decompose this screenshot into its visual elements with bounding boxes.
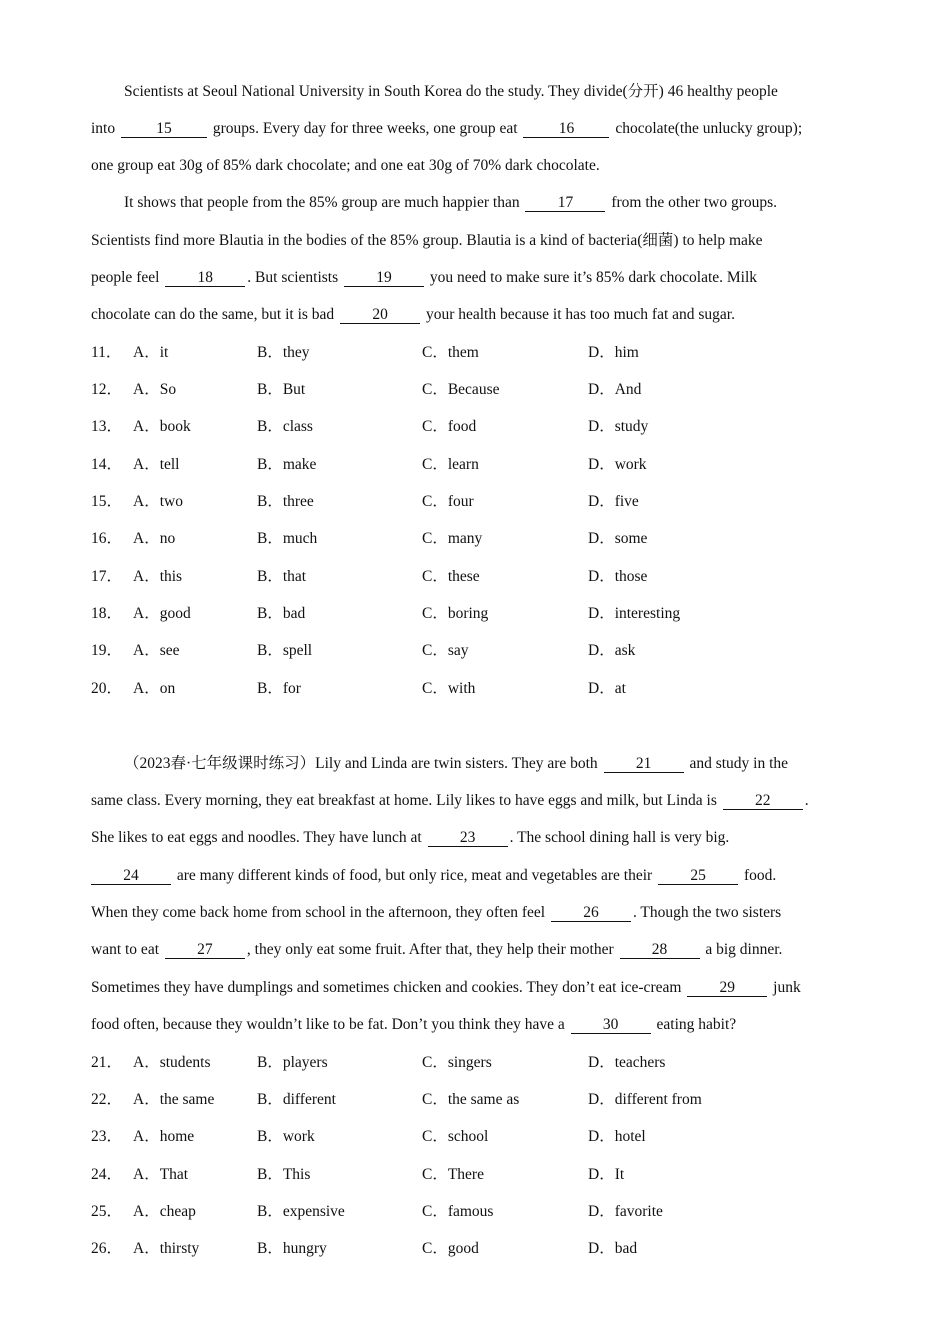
option-c: C．them [422, 344, 479, 361]
option-c: C．There [422, 1166, 484, 1183]
question-number: 13． [91, 418, 123, 435]
option-a: A．no [133, 530, 176, 547]
text: people feel [91, 269, 164, 286]
question-row [91, 1053, 871, 1073]
passage1-line4 [124, 193, 904, 213]
question-row [91, 1127, 871, 1147]
option-a: A．good [133, 605, 191, 622]
passage1-line6 [91, 268, 871, 288]
option-c: C．singers [422, 1054, 492, 1071]
option-b: B．But [257, 381, 306, 398]
option-c: C．Because [422, 381, 500, 398]
text: same class. Every morning, they eat breakfast at home. Lily likes to have eggs and milk, but Linda is [91, 792, 721, 809]
option-c: C．boring [422, 605, 489, 622]
question-number: 19． [91, 642, 123, 659]
text: eating habit? [652, 1016, 737, 1033]
option-b: B．that [257, 568, 307, 585]
option-c: C．school [422, 1128, 489, 1145]
option-d: D．different from [588, 1091, 702, 1108]
blank-22: 22 [723, 792, 803, 810]
question-row [91, 380, 871, 400]
option-d: D．It [588, 1166, 625, 1183]
option-a: A．two [133, 493, 183, 510]
text: chocolate(the unlucky group); [611, 120, 803, 137]
question-number: 23． [91, 1128, 123, 1145]
question-number: 20． [91, 680, 123, 697]
text: . Though the two sisters [632, 904, 782, 921]
text: from the other two groups. [607, 194, 778, 211]
question-row [91, 1165, 871, 1185]
option-b: B．they [257, 344, 310, 361]
blank-18: 18 [165, 269, 245, 287]
option-d: D．bad [588, 1240, 638, 1257]
question-row [91, 343, 871, 363]
text: your health because it has too much fat and sugar. [422, 306, 735, 323]
question-number: 26． [91, 1240, 123, 1257]
option-d: D．him [588, 344, 639, 361]
option-b: B．three [257, 493, 314, 510]
blank-24: 24 [91, 867, 171, 885]
option-a: A．this [133, 568, 183, 585]
option-c: C．with [422, 680, 476, 697]
option-d: D．some [588, 530, 648, 547]
passage1-line5 [91, 231, 871, 251]
text: Scientists at Seoul National University in South Korea do the study. They divide(分开) 46 healthy people [124, 83, 778, 100]
option-a: A．it [133, 344, 169, 361]
option-c: C．four [422, 493, 474, 510]
blank-30: 30 [571, 1016, 651, 1034]
option-d: D．favorite [588, 1203, 663, 1220]
text: and study in the [685, 755, 789, 772]
option-d: D．hotel [588, 1128, 646, 1145]
option-a: A．tell [133, 456, 180, 473]
blank-28: 28 [620, 941, 700, 959]
text: （2023春·七年级课时练习）Lily and Linda are twin sisters. They are both [124, 755, 602, 772]
option-d: D．ask [588, 642, 636, 659]
text: are many different kinds of food, but only rice, meat and vegetables are their [173, 867, 657, 884]
text: one group eat 30g of 85% dark chocolate; and one eat 30g of 70% dark chocolate. [91, 157, 600, 174]
passage1-line3 [91, 156, 871, 176]
question-row [91, 1239, 871, 1259]
question-row [91, 641, 871, 661]
option-c: C．famous [422, 1203, 494, 1220]
option-d: D．five [588, 493, 639, 510]
option-c: C．good [422, 1240, 479, 1257]
option-a: A．thirsty [133, 1240, 200, 1257]
passage2-line2 [91, 791, 871, 811]
option-d: D．interesting [588, 605, 681, 622]
text: , they only eat some fruit. After that, they help their mother [246, 941, 618, 958]
question-number: 14． [91, 456, 123, 473]
text: food often, because they wouldn’t like to be fat. Don’t you think they have a [91, 1016, 569, 1033]
option-d: D．at [588, 680, 626, 697]
text: junk [769, 979, 801, 996]
blank-21: 21 [604, 755, 684, 773]
question-row [91, 417, 871, 437]
text: Scientists find more Blautia in the bodies of the 85% group. Blautia is a kind of bacteria(细菌) to help make [91, 232, 763, 249]
passage2-line6 [91, 940, 871, 960]
text: . The school dining hall is very big. [509, 829, 730, 846]
passage2-line7 [91, 978, 871, 998]
blank-19: 19 [344, 269, 424, 287]
text: want to eat [91, 941, 163, 958]
option-c: C．learn [422, 456, 479, 473]
passage2-line8 [91, 1015, 871, 1035]
passage2-line3 [91, 828, 871, 848]
option-a: A．book [133, 418, 191, 435]
blank-29: 29 [687, 979, 767, 997]
blank-26: 26 [551, 904, 631, 922]
option-a: A．on [133, 680, 176, 697]
passage2-line1 [124, 754, 904, 774]
option-b: B．players [257, 1054, 328, 1071]
question-number: 18． [91, 605, 123, 622]
question-number: 12． [91, 381, 123, 398]
passage1-line7 [91, 305, 871, 325]
option-c: C．the same as [422, 1091, 520, 1108]
option-b: B．class [257, 418, 313, 435]
option-b: B．This [257, 1166, 311, 1183]
text: a big dinner. [701, 941, 783, 958]
blank-23: 23 [428, 829, 508, 847]
option-a: A．see [133, 642, 180, 659]
option-a: A．students [133, 1054, 211, 1071]
option-b: B．hungry [257, 1240, 327, 1257]
blank-20: 20 [340, 306, 420, 324]
blank-25: 25 [658, 867, 738, 885]
question-row [91, 567, 871, 587]
question-row [91, 529, 871, 549]
option-d: D．teachers [588, 1054, 666, 1071]
text: into [91, 120, 119, 137]
passage1-line2 [91, 119, 871, 139]
option-b: B．spell [257, 642, 313, 659]
question-row [91, 1090, 871, 1110]
question-row [91, 492, 871, 512]
option-d: D．And [588, 381, 642, 398]
text: chocolate can do the same, but it is bad [91, 306, 339, 323]
question-row [91, 679, 871, 699]
question-number: 24． [91, 1166, 123, 1183]
option-b: B．expensive [257, 1203, 345, 1220]
text: When they come back home from school in the afternoon, they often feel [91, 904, 549, 921]
text: . [804, 792, 809, 809]
blank-15: 15 [121, 120, 207, 138]
blank-17: 17 [525, 194, 605, 212]
option-c: C．these [422, 568, 480, 585]
option-a: A．home [133, 1128, 195, 1145]
option-b: B．much [257, 530, 318, 547]
option-c: C．many [422, 530, 483, 547]
blank-16: 16 [523, 120, 609, 138]
question-number: 16． [91, 530, 123, 547]
text: Sometimes they have dumplings and sometimes chicken and cookies. They don’t eat ice-cream [91, 979, 686, 996]
option-b: B．for [257, 680, 301, 697]
question-row [91, 604, 871, 624]
text: She likes to eat eggs and noodles. They have lunch at [91, 829, 426, 846]
question-row [91, 1202, 871, 1222]
passage2-line4 [91, 866, 871, 886]
option-d: D．those [588, 568, 648, 585]
option-a: A．the same [133, 1091, 215, 1108]
option-a: A．So [133, 381, 177, 398]
option-a: A．cheap [133, 1203, 196, 1220]
option-b: B．bad [257, 605, 306, 622]
passage2-line5 [91, 903, 871, 923]
option-b: B．work [257, 1128, 315, 1145]
blank-27: 27 [165, 941, 245, 959]
option-c: C．say [422, 642, 469, 659]
question-number: 21． [91, 1054, 123, 1071]
option-b: B．different [257, 1091, 336, 1108]
option-b: B．make [257, 456, 317, 473]
option-d: D．study [588, 418, 649, 435]
question-number: 22． [91, 1091, 123, 1108]
option-d: D．work [588, 456, 647, 473]
question-number: 11． [91, 344, 122, 361]
question-number: 15． [91, 493, 123, 510]
question-number: 17． [91, 568, 123, 585]
passage1-line1 [124, 82, 904, 102]
text: It shows that people from the 85% group are much happier than [124, 194, 524, 211]
text: . But scientists [247, 269, 343, 286]
text: you need to make sure it’s 85% dark chocolate. Milk [426, 269, 758, 286]
option-c: C．food [422, 418, 477, 435]
text: groups. Every day for three weeks, one group eat [209, 120, 522, 137]
question-row [91, 455, 871, 475]
question-number: 25． [91, 1203, 123, 1220]
option-a: A．That [133, 1166, 189, 1183]
text: food. [740, 867, 777, 884]
